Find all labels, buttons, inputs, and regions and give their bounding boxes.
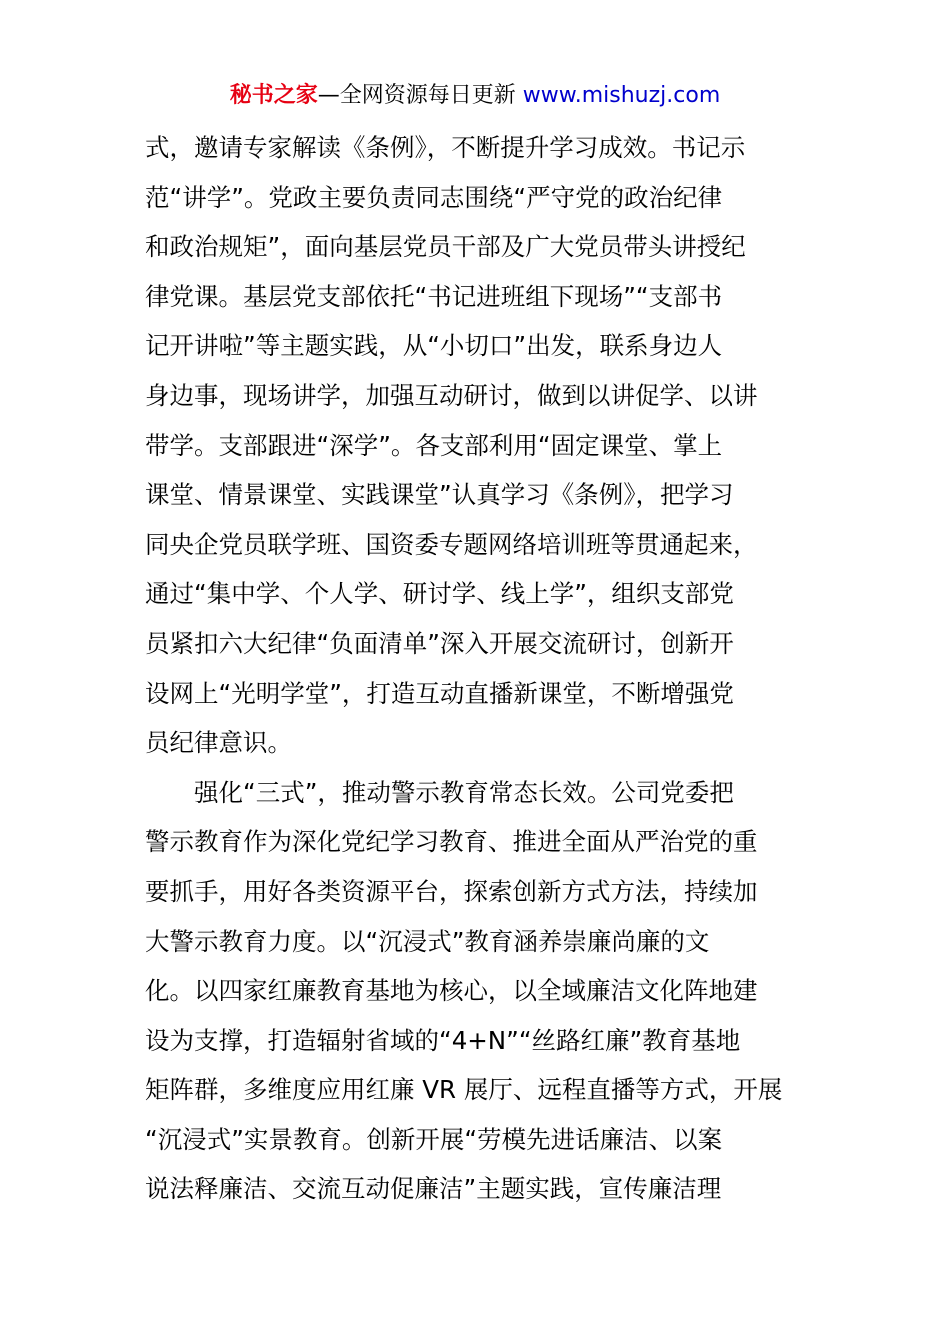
brand-name: 秘书之家 [229,83,318,108]
text-line: 课堂、情景课堂、实践课堂”认真学习《条例》，把学习 [145,480,734,510]
paragraph-1 [145,123,807,768]
text-line: 说法释廉洁、交流互动促廉洁”主题实践，宣传廉洁理 [145,1174,722,1204]
document-body [145,123,807,1214]
paragraph-2 [145,768,807,1214]
text-line: 身边事，现场讲学，加强互动研讨，做到以讲促学、以讲 [145,380,758,410]
text-line: 设网上“光明学堂”，打造互动直播新课堂，不断增强党 [145,678,734,708]
text-line: 警示教育作为深化党纪学习教育、推进全面从严治党的重 [145,827,758,857]
text-line: “沉浸式”实景教育。创新开展“劳模先进话廉洁、以案 [145,1124,723,1154]
text-line: 设为支撑，打造辐射省域的“4+N”“丝路红廉”教育基地 [145,1025,741,1055]
text-line: 要抓手，用好各类资源平台，探索创新方式方法，持续加 [145,876,758,906]
text-line: 和政治规矩”，面向基层党员干部及广大党员带头讲授纪 [145,232,746,262]
text-line: 通过“集中学、个人学、研讨学、线上学”，组织支部党 [145,579,734,609]
site-url-link[interactable]: www.mishuzj.com [522,83,721,108]
text-line: 员纪律意识。 [145,728,292,758]
text-line: 员紧扣六大纪律“负面清单”深入开展交流研讨，创新开 [145,628,734,658]
text-line: 大警示教育力度。以“沉浸式”教育涵养崇廉尚廉的文 [145,926,710,956]
text-line: 式，邀请专家解读《条例》，不断提升学习成效。书记示 [145,133,746,162]
text-line: 强化“三式”，推动警示教育常态长效。公司党委把 [194,777,734,807]
text-line: 律党课。基层党支部依托“书记进班组下现场”“支部书 [145,281,723,311]
site-tagline: —全网资源每日更新 [317,83,523,108]
text-line: 带学。支部跟进“深学”。各支部利用“固定课堂、掌上 [145,430,723,460]
text-line: 矩阵群，多维度应用红廉 VR 展厅、远程直播等方式，开展 [145,1075,783,1105]
text-line: 同央企党员联学班、国资委专题网络培训班等贯通起来， [145,529,758,559]
text-line: 化。以四家红廉教育基地为核心，以全域廉洁文化阵地建 [145,976,758,1006]
text-line: 记开讲啦”等主题实践，从“小切口”出发，联系身边人 [145,331,723,361]
site-header [0,80,950,112]
text-line: 范“讲学”。党政主要负责同志围绕“严守党的政治纪律 [145,182,723,212]
